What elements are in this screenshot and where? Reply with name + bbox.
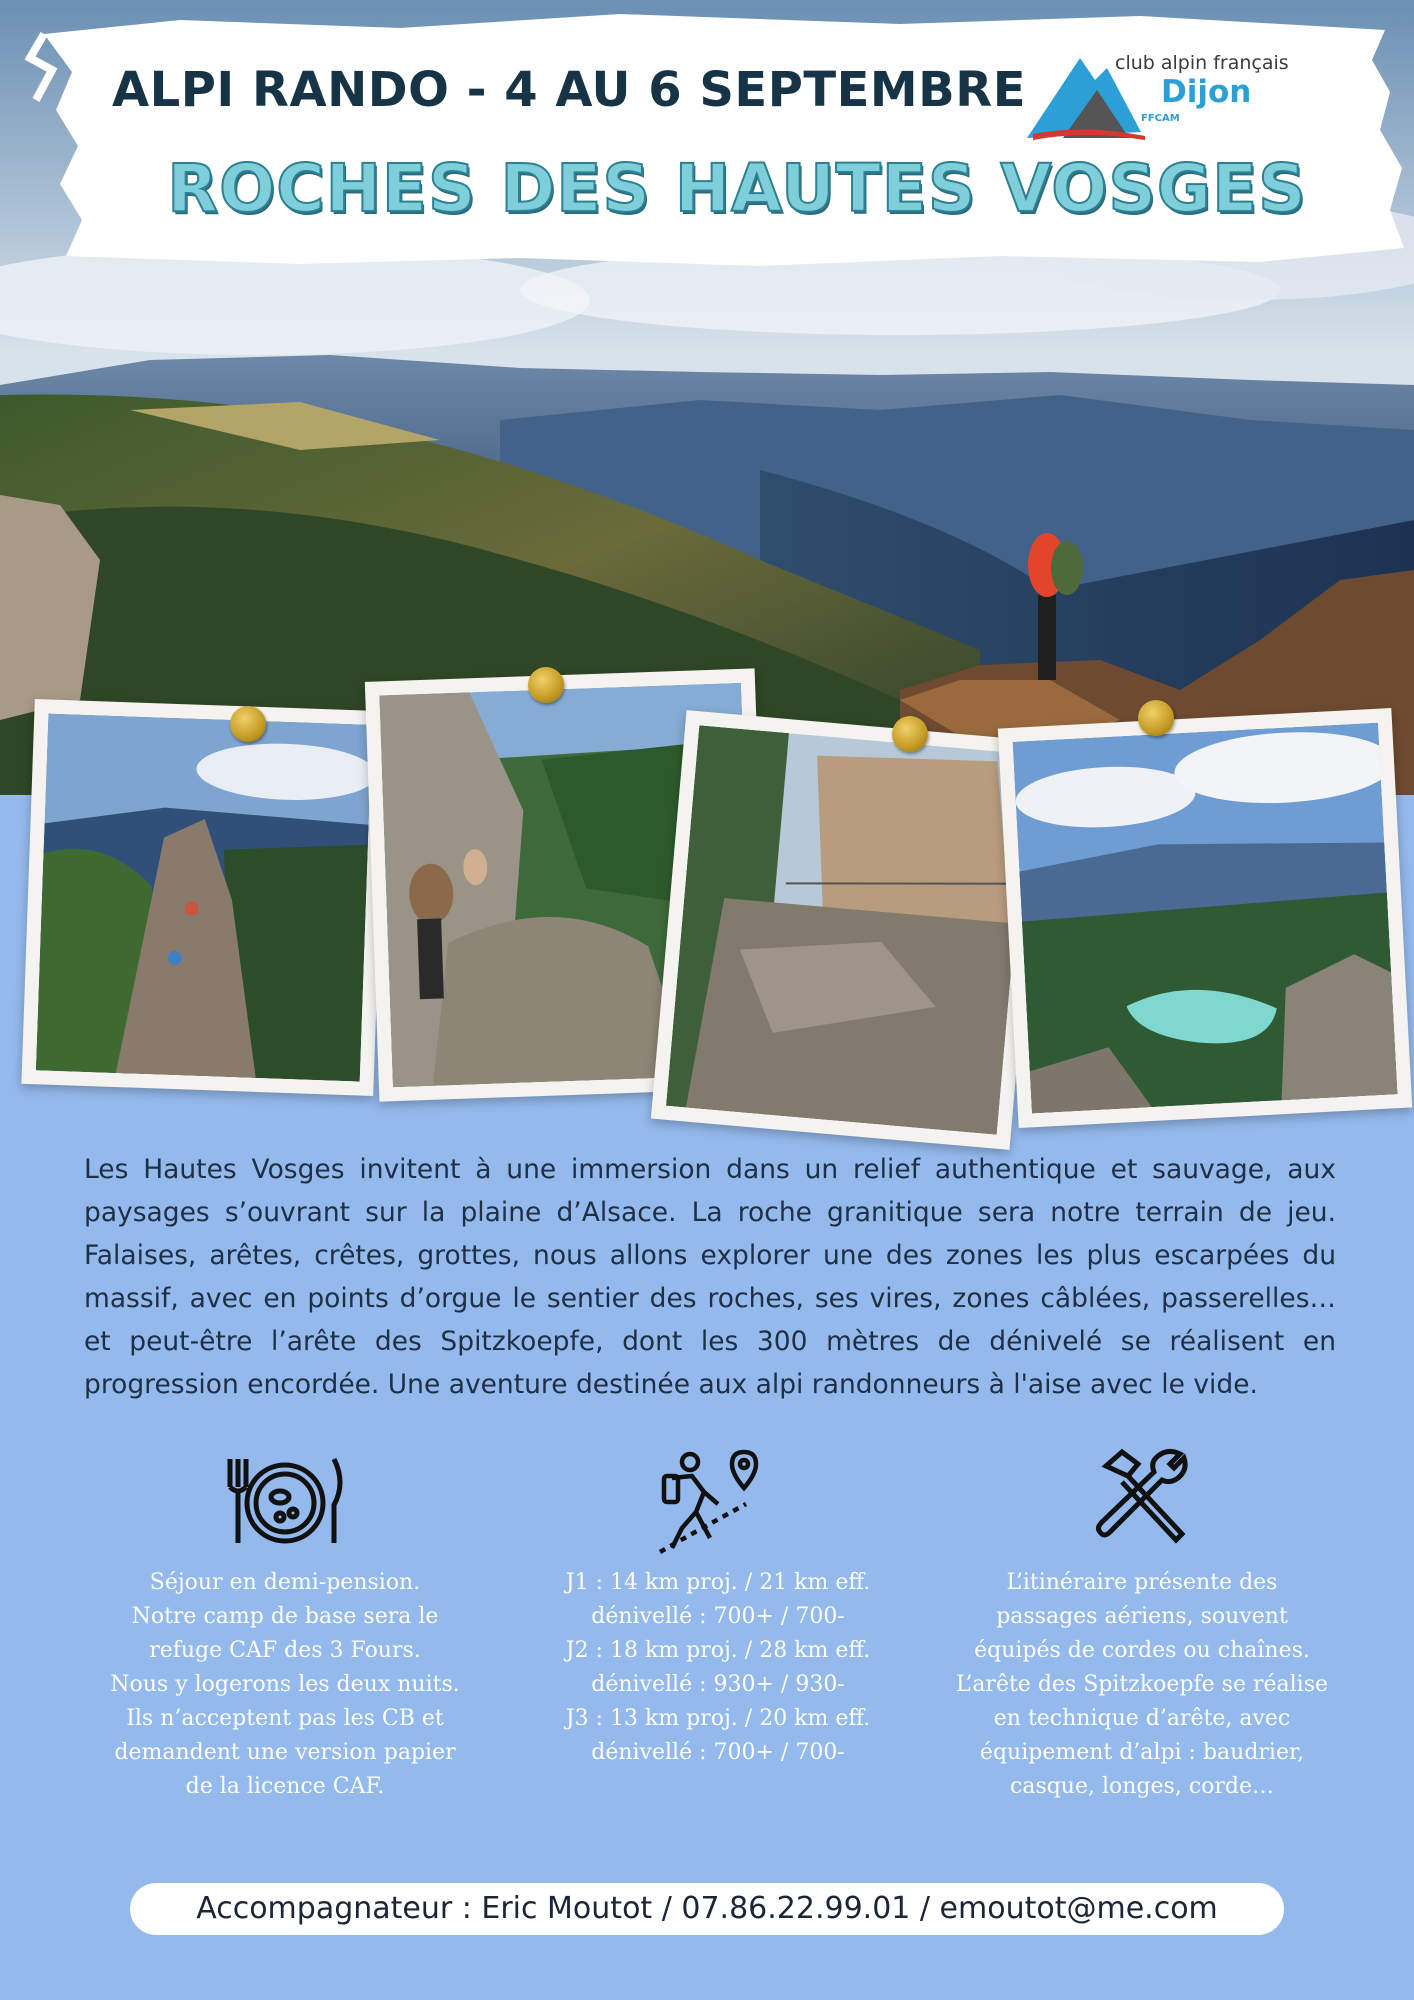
pin-icon xyxy=(230,706,266,742)
equipment-line: passages aériens, souvent xyxy=(996,1604,1288,1629)
hammer-wrench-icon xyxy=(1092,1446,1192,1546)
pin-icon xyxy=(892,716,928,752)
contact-banner: Accompagnateur : Eric Moutot / 07.86.22.99.01 / emoutot@me.com xyxy=(130,1883,1284,1935)
info-column-equipment xyxy=(936,1566,1348,1804)
hiker-location-icon xyxy=(652,1448,762,1554)
description-text: Les Hautes Vosges invitent à une immersion dans un relief authentique et sauvage, aux paysages s’ouvrant sur la plaine d’Alsace. La roche granitique sera notre terrain de jeu. Falaises, arêtes, crêtes, grottes, nous allons explorer une des zones les plus escarpées du massif, avec en points d’orgue le sentier des roches, ses vires, zones câblées, passerelles… et peut-être l’arête des Spitzkoepfe, dont les 300 mètres de dénivelé se réalisent en progression encordée. Une aventure destinée aux alpi randonneurs à l'aise avec le vide. xyxy=(84,1154,1336,1400)
pin-icon xyxy=(1138,700,1174,736)
itinerary-line: J3 : 13 km proj. / 20 km eff. xyxy=(565,1706,871,1731)
itinerary-line: J2 : 18 km proj. / 28 km eff. xyxy=(565,1638,871,1663)
accommodation-line: demandent une version papier xyxy=(114,1740,456,1765)
meal-plate-icon xyxy=(222,1453,348,1553)
itinerary-line: J1 : 14 km proj. / 21 km eff. xyxy=(565,1570,871,1595)
club-logo xyxy=(1025,50,1289,145)
accommodation-line: Notre camp de base sera le xyxy=(131,1604,439,1629)
photo-rock-face xyxy=(651,710,1045,1150)
equipment-line: L’arête des Spitzkoepfe se réalise xyxy=(955,1672,1328,1697)
pin-icon xyxy=(528,667,564,703)
itinerary-line: dénivellé : 700+ / 700- xyxy=(591,1740,845,1765)
logo-city: Dijon xyxy=(1161,74,1252,110)
logo-club-name: club alpin français xyxy=(1115,52,1289,74)
itinerary-line: dénivellé : 700+ / 700- xyxy=(591,1604,845,1629)
itinerary-line: dénivellé : 930+ / 930- xyxy=(591,1672,845,1697)
accommodation-line: Séjour en demi-pension. xyxy=(149,1570,421,1595)
header-banner xyxy=(0,0,1414,290)
equipment-line: équipement d’alpi : baudrier, xyxy=(979,1740,1305,1765)
photo-climbers-ridge xyxy=(21,699,386,1096)
event-main-title: ROCHES DES HAUTES VOSGES xyxy=(167,150,1307,227)
accommodation-line: de la licence CAF. xyxy=(185,1774,385,1799)
info-column-accommodation xyxy=(85,1566,485,1804)
equipment-line: équipés de cordes ou chaînes. xyxy=(974,1638,1310,1663)
info-column-itinerary xyxy=(518,1566,918,1770)
equipment-line: casque, longes, corde… xyxy=(1010,1774,1274,1799)
accommodation-line: refuge CAF des 3 Fours. xyxy=(149,1638,421,1663)
accommodation-line: Ils n’acceptent pas les CB et xyxy=(126,1706,444,1731)
equipment-line: L’itinéraire présente des xyxy=(1006,1570,1278,1595)
photo-lake-view xyxy=(998,708,1412,1128)
event-title: ALPI RANDO - 4 AU 6 SEPTEMBRE xyxy=(112,62,1027,118)
equipment-line: en technique d’arête, avec xyxy=(993,1706,1291,1731)
accommodation-line: Nous y logerons les deux nuits. xyxy=(110,1672,460,1697)
logo-federation: FFCAM xyxy=(1141,113,1180,124)
